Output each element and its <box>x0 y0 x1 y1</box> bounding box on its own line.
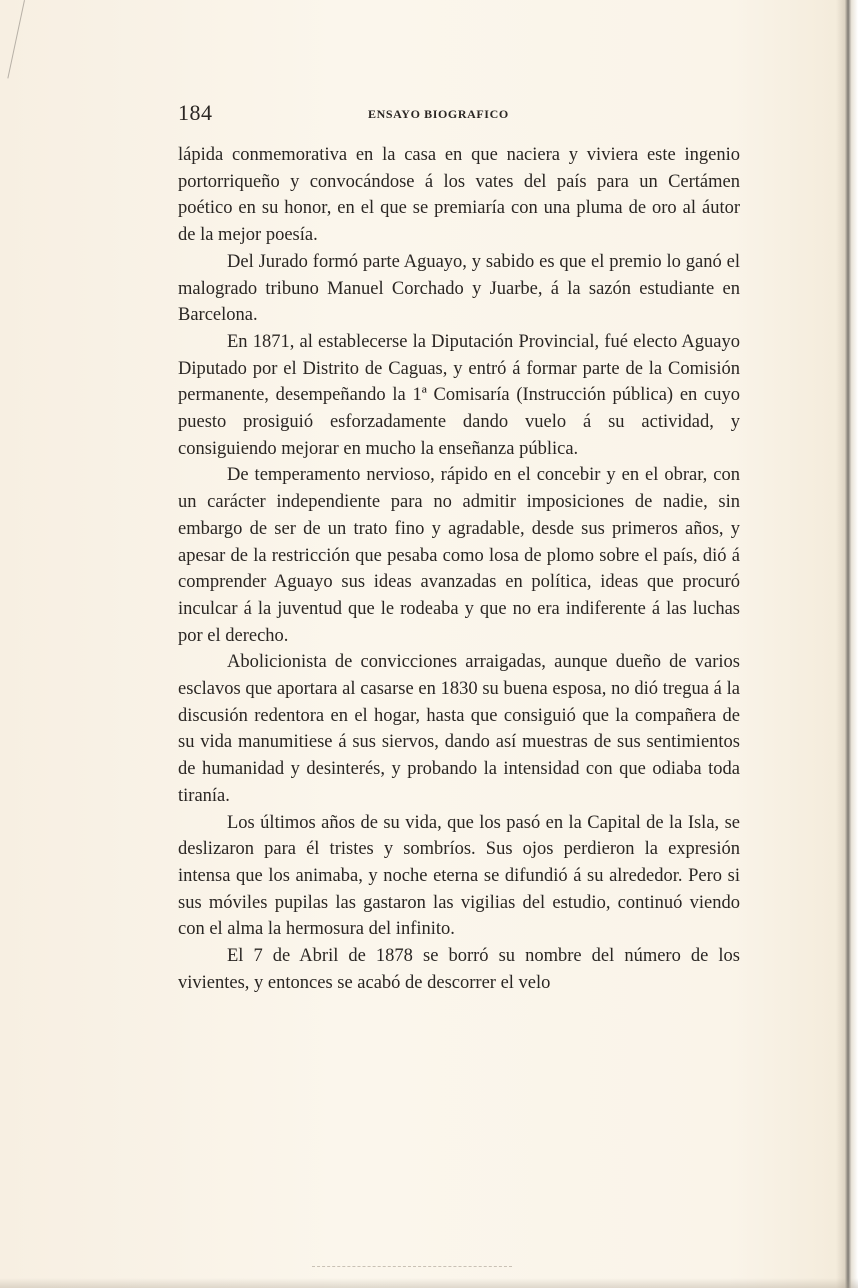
paragraph: El 7 de Abril de 1878 se borró su nombre del número de los vivientes, y entonces se acabó de descorrer el velo <box>178 946 740 993</box>
body-text <box>178 142 740 997</box>
paragraph: De temperamento nervioso, rápido en el concebir y en el obrar, con un carácter independiente para no admitir imposiciones de nadie, sin embargo de ser de un trato fino y agradable, desde sus primeros años, y apesar de la restricción que pesaba como losa de plomo sobre el país, dió á comprender Aguayo sus ideas avanzadas en política, ideas que procuró inculcar á la juventud que le rodeaba y que no era indiferente á las luchas por el derecho. <box>178 465 740 646</box>
scan-edge-shadow <box>836 0 858 1288</box>
paragraph-continuation: lápida conmemorativa en la casa en que naciera y viviera este ingenio portorriqueño y convocándose á los vates del país para un Certámen poético en su honor, en el que se premiaría con una pluma de oro al áutor de la mejor poesía. <box>178 145 740 246</box>
paragraph: Abolicionista de convicciones arraigadas, aunque dueño de varios esclavos que aportara al casarse en 1830 su buena esposa, no dió tregua á la discusión redentora en el hogar, hasta que consiguió que la compañera de su vida manumitiese á sus siervos, dando así muestras de sus sentimientos de humanidad y desinterés, y probando la intensidad con que odiaba toda tiranía. <box>178 652 740 806</box>
running-title: ENSAYO BIOGRAFICO <box>368 107 509 121</box>
running-header <box>178 100 740 128</box>
page-number: 184 <box>178 100 213 125</box>
scan-artifact-line <box>7 0 25 78</box>
paragraph: Los últimos años de su vida, que los pasó en la Capital de la Isla, se deslizaron para él tristes y sombríos. Sus ojos perdieron la expresión intensa que los animaba, y noche eterna se difundió á su alrededor. Pero si sus móviles pupilas las gastaron las vigilias del estudio, continuó viendo con el alma la hermosura del infinito. <box>178 812 740 940</box>
scan-bottom-edge <box>0 1278 858 1288</box>
paragraph: Del Jurado formó parte Aguayo, y sabido es que el premio lo ganó el malogrado tribuno Manuel Corchado y Juarbe, á la sazón estudiante en Barcelona. <box>178 251 740 326</box>
paragraph: En 1871, al establecerse la Diputación Provincial, fué electo Aguayo Diputado por el Distrito de Caguas, y entró á formar parte de la Comisión permanente, desempeñando la 1ª Comisaría (Instrucción pública) en cuyo puesto prosiguió esforzadamente dando vuelo á su actividad, y consiguiendo mejorar en mucho la enseñanza pública. <box>178 331 740 459</box>
scan-bottom-mark <box>312 1266 512 1267</box>
